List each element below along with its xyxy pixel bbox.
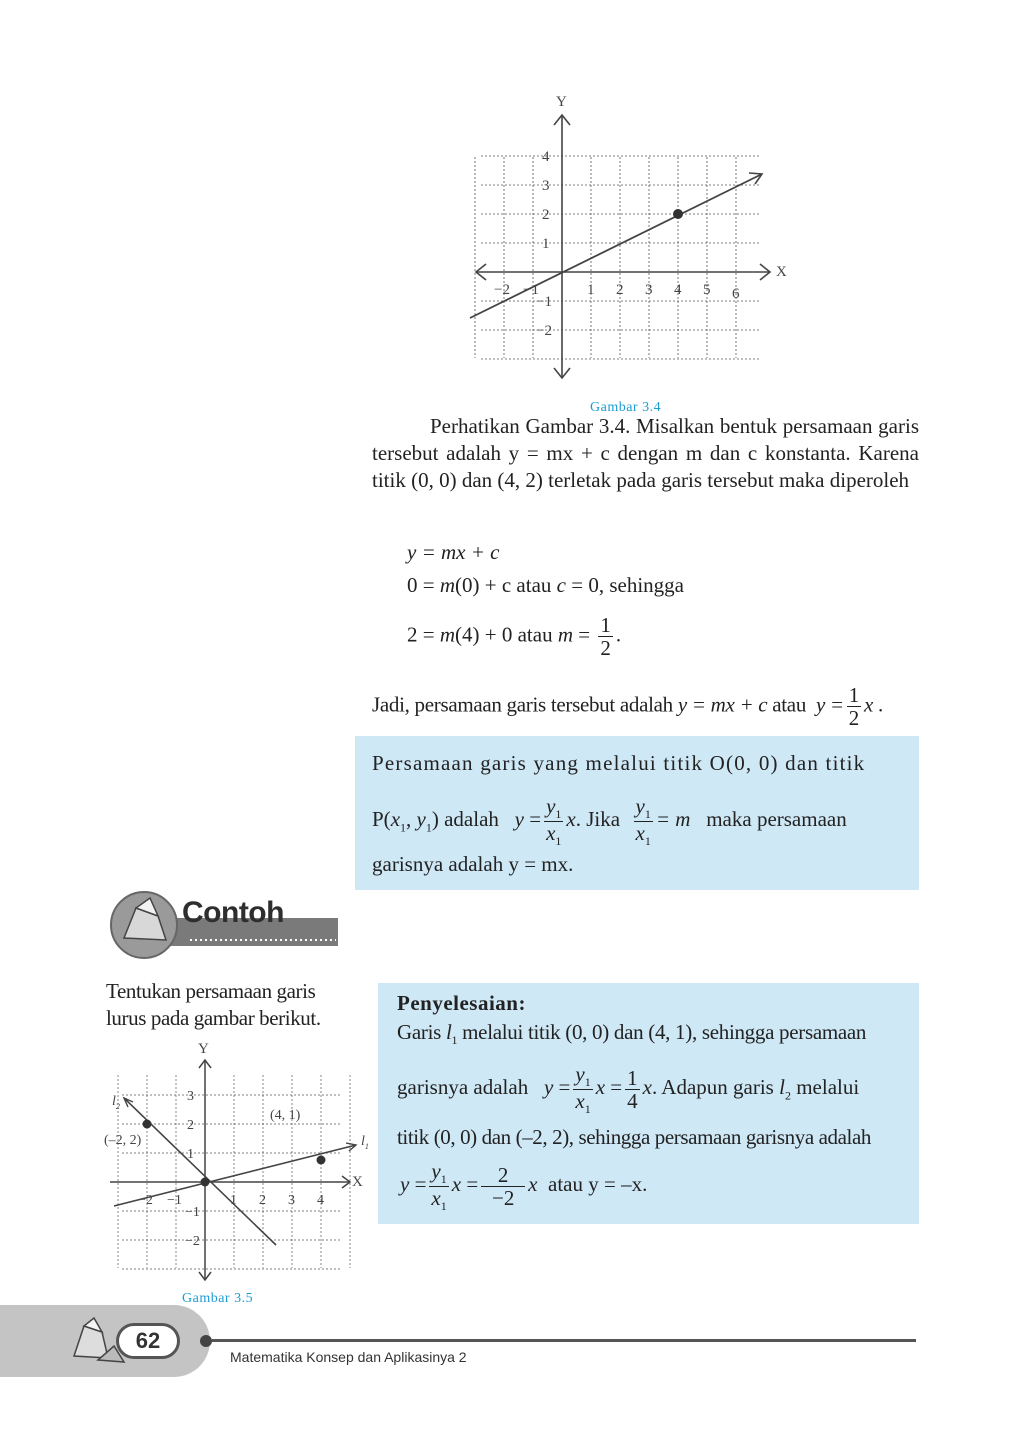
figure-3-4 [455, 90, 805, 390]
solution-line-3: titik (0, 0) dan (–2, 2), sehingga persamaan garisnya adalah [397, 1125, 872, 1149]
contoh-title: Contoh [182, 896, 284, 929]
x-tick-label: −1 [167, 1193, 182, 1208]
y-tick-label: −1 [185, 1205, 200, 1220]
footer-book-title: Matematika Konsep dan Aplikasinya 2 [230, 1349, 467, 1365]
explanation-text: Perhatikan Gambar 3.4. Misalkan bentuk persamaan garis tersebut adalah y = mx + c dengan m dan c konstanta. Karena titik (0, 0) dan (4, 2) terletak pada garis tersebut maka diperoleh [372, 414, 919, 492]
definition-line-1: Persamaan garis yang melalui titik O(0, 0) dan titik [372, 751, 866, 775]
conclusion: Jadi, persamaan garis tersebut adalah y = mx + c atau y = $\frac{1}{2}$ x . [372, 683, 883, 731]
figure34-x-label: X [776, 264, 787, 280]
contoh-badge [106, 890, 338, 960]
definition-line-3: garisnya adalah y = mx. [372, 852, 574, 876]
solution-line-2: garisnya adalah y = $\frac{y_1}{x_1}$ x = $\frac{1}{4}$ x. Adapun garis $l_2$ melalui [397, 1062, 860, 1116]
point-4-2 [673, 209, 683, 219]
y-tick-label: −2 [185, 1234, 200, 1249]
figure35-caption: Gambar 3.5 [182, 1291, 254, 1306]
y-tick-label: 3 [187, 1089, 194, 1104]
fraction-half: $\frac{1}{2}$ [600, 613, 611, 661]
point-4-1 [317, 1156, 326, 1165]
figure-3-5 [100, 1040, 370, 1290]
figure34-caption: Gambar 3.4 [590, 400, 662, 415]
point-neg2-2 [143, 1120, 152, 1129]
y-tick-label: 1 [187, 1147, 194, 1162]
solution-title: Penyelesaian: [397, 991, 526, 1015]
equation-3: 2 = m(4) + 0 atau m = $\frac{1}{2}$ . [407, 613, 622, 661]
y-tick-label: 2 [187, 1118, 194, 1133]
figure35-point1-label: (4, 1) [270, 1108, 301, 1123]
equation-1: y = mx + c [407, 540, 500, 564]
conclusion-text: Jadi, persamaan garis tersebut adalah [372, 692, 673, 717]
x-tick-label: 6 [732, 286, 740, 302]
x-tick-label: −2 [494, 282, 510, 298]
figure35-l2-label: $l_2$ [112, 1094, 120, 1111]
solution-line-1: Garis $l_1$ melalui titik (0, 0) dan (4, 1), sehingga persamaan [397, 1020, 867, 1048]
footer-dot [200, 1335, 212, 1347]
y-tick-label: −1 [536, 294, 552, 310]
origin-point [201, 1178, 210, 1187]
solution-line-4: y = $\frac{y_1}{x_1}$ x = $\frac{2}{-2}$ x atau y = –x. [400, 1159, 648, 1213]
x-tick-label: 5 [703, 282, 711, 298]
figure35-point2-label: (–2, 2) [104, 1133, 142, 1148]
explanation-paragraph [372, 413, 919, 494]
figure35-l1-label: $l_1$ [361, 1134, 369, 1151]
x-tick-label: 4 [674, 282, 682, 298]
x-tick-label: 1 [587, 282, 595, 298]
figure34-y-label: Y [556, 94, 567, 110]
x-tick-label: 3 [288, 1193, 295, 1208]
y-tick-label: 3 [542, 178, 550, 194]
x-tick-label: −2 [138, 1193, 153, 1208]
equation-2: 0 = m(0) + c atau c = 0, sehingga [407, 573, 684, 597]
page-number: 62 [135, 1328, 161, 1353]
y-tick-label: −2 [536, 323, 552, 339]
x-tick-label: 3 [645, 282, 653, 298]
page-number-badge [116, 1323, 180, 1359]
footer-rule [212, 1339, 916, 1342]
y-tick-label: 4 [542, 149, 550, 165]
figure35-y-label: Y [198, 1041, 209, 1057]
figure35-x-label: X [352, 1174, 363, 1190]
x-tick-label: −1 [523, 282, 539, 298]
question-text: Tentukan persamaan garis lurus pada gambar berikut. [106, 979, 321, 1030]
y-tick-label: 1 [542, 236, 550, 252]
x-tick-label: 1 [230, 1193, 237, 1208]
x-tick-label: 2 [259, 1193, 266, 1208]
x-tick-label: 4 [317, 1193, 324, 1208]
y-tick-label: 2 [542, 207, 550, 223]
x-tick-label: 2 [616, 282, 624, 298]
definition-line-2: $P(x_1$, $y_1$) adalah y = $\frac{y_1}{x_1}$ x. Jika $\frac{y_1}{x_1}$ = m maka persamaan [372, 794, 847, 848]
